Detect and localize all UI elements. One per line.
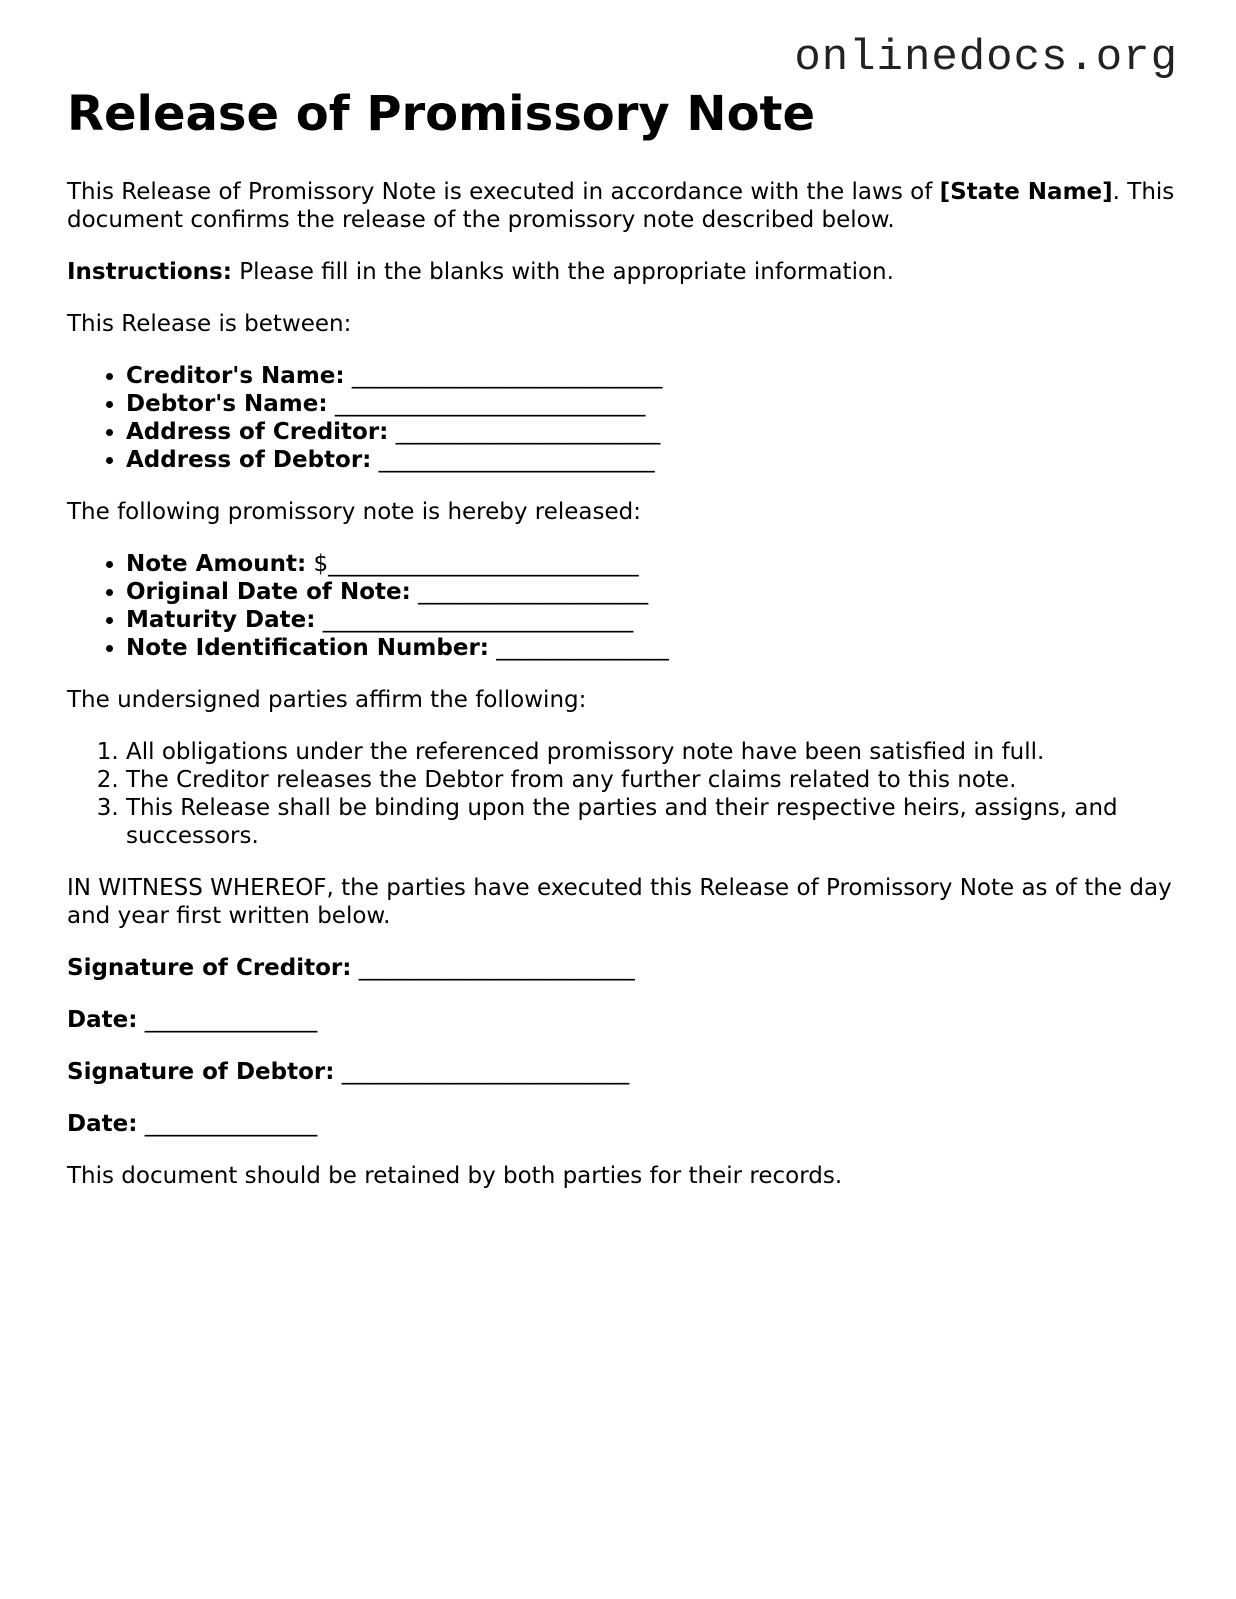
parties-list bbox=[67, 362, 1177, 474]
note-details-list bbox=[67, 550, 1177, 662]
list-item bbox=[126, 606, 1177, 634]
creditor-name-label: Creditor's Name: bbox=[126, 363, 345, 389]
list-item bbox=[126, 550, 1177, 578]
debtor-address-field[interactable]: ________________________ bbox=[371, 447, 655, 473]
document-title: Release of Promissory Note bbox=[67, 86, 816, 142]
list-item bbox=[126, 446, 1177, 474]
creditor-signature-line bbox=[67, 954, 1177, 982]
debtor-signature-field[interactable]: _________________________ bbox=[334, 1059, 630, 1085]
list-item bbox=[126, 634, 1177, 662]
site-watermark: onlinedocs.org bbox=[794, 33, 1178, 83]
list-item bbox=[126, 390, 1177, 418]
creditor-signature-label: Signature of Creditor: bbox=[67, 955, 352, 981]
list-item bbox=[126, 418, 1177, 446]
intro-text-after: . This document confirms the release of the promissory note described below. bbox=[67, 179, 1175, 233]
note-id-field[interactable]: _______________ bbox=[488, 635, 669, 661]
instructions-text: Please fill in the blanks with the appropriate information. bbox=[231, 259, 894, 285]
debtor-signature-line bbox=[67, 1058, 1177, 1086]
affirmations-list bbox=[67, 738, 1177, 850]
maturity-date-label: Maturity Date: bbox=[126, 607, 316, 633]
witness-paragraph: IN WITNESS WHEREOF, the parties have executed this Release of Promissory Note as of the day and year first written below. bbox=[67, 875, 1172, 929]
note-id-label: Note Identification Number: bbox=[126, 635, 489, 661]
creditor-date-field[interactable]: _______________ bbox=[137, 1007, 318, 1033]
intro-paragraph bbox=[67, 178, 1177, 234]
list-item: 2. The Creditor releases the Debtor from any further claims related to this note. bbox=[126, 766, 1177, 794]
maturity-date-field[interactable]: ___________________________ bbox=[315, 607, 634, 633]
note-amount-label: Note Amount: bbox=[126, 551, 307, 577]
creditor-address-label: Address of Creditor: bbox=[126, 419, 389, 445]
debtor-name-label: Debtor's Name: bbox=[126, 391, 328, 417]
creditor-address-field[interactable]: _______________________ bbox=[388, 419, 661, 445]
instructions-label: Instructions: bbox=[67, 259, 232, 285]
parties-intro: This Release is between: bbox=[67, 311, 352, 337]
original-date-field[interactable]: ____________________ bbox=[410, 579, 649, 605]
list-item bbox=[126, 362, 1177, 390]
affirm-intro: The undersigned parties affirm the following: bbox=[67, 687, 587, 713]
original-date-label: Original Date of Note: bbox=[126, 579, 411, 605]
intro-text-before: This Release of Promissory Note is executed in accordance with the laws of bbox=[67, 179, 940, 205]
instructions-paragraph bbox=[67, 258, 1177, 286]
creditor-date-line bbox=[67, 1006, 1177, 1034]
note-amount-field[interactable]: $___________________________ bbox=[306, 551, 639, 577]
state-name-placeholder: [State Name] bbox=[939, 179, 1113, 205]
list-item bbox=[126, 578, 1177, 606]
creditor-date-label: Date: bbox=[67, 1007, 138, 1033]
note-intro: The following promissory note is hereby released: bbox=[67, 499, 642, 525]
debtor-name-field[interactable]: ___________________________ bbox=[327, 391, 646, 417]
debtor-address-label: Address of Debtor: bbox=[126, 447, 372, 473]
debtor-date-field[interactable]: _______________ bbox=[137, 1111, 318, 1137]
closing-note: This document should be retained by both parties for their records. bbox=[67, 1163, 843, 1189]
list-item: 3. This Release shall be binding upon the parties and their respective heirs, assigns, and successors. bbox=[126, 794, 1177, 850]
creditor-name-field[interactable]: ___________________________ bbox=[344, 363, 663, 389]
document-body bbox=[67, 86, 1177, 1214]
debtor-date-label: Date: bbox=[67, 1111, 138, 1137]
debtor-signature-label: Signature of Debtor: bbox=[67, 1059, 335, 1085]
list-item: 1. All obligations under the referenced promissory note have been satisfied in full. bbox=[126, 738, 1177, 766]
debtor-date-line bbox=[67, 1110, 1177, 1138]
creditor-signature-field[interactable]: ________________________ bbox=[351, 955, 635, 981]
